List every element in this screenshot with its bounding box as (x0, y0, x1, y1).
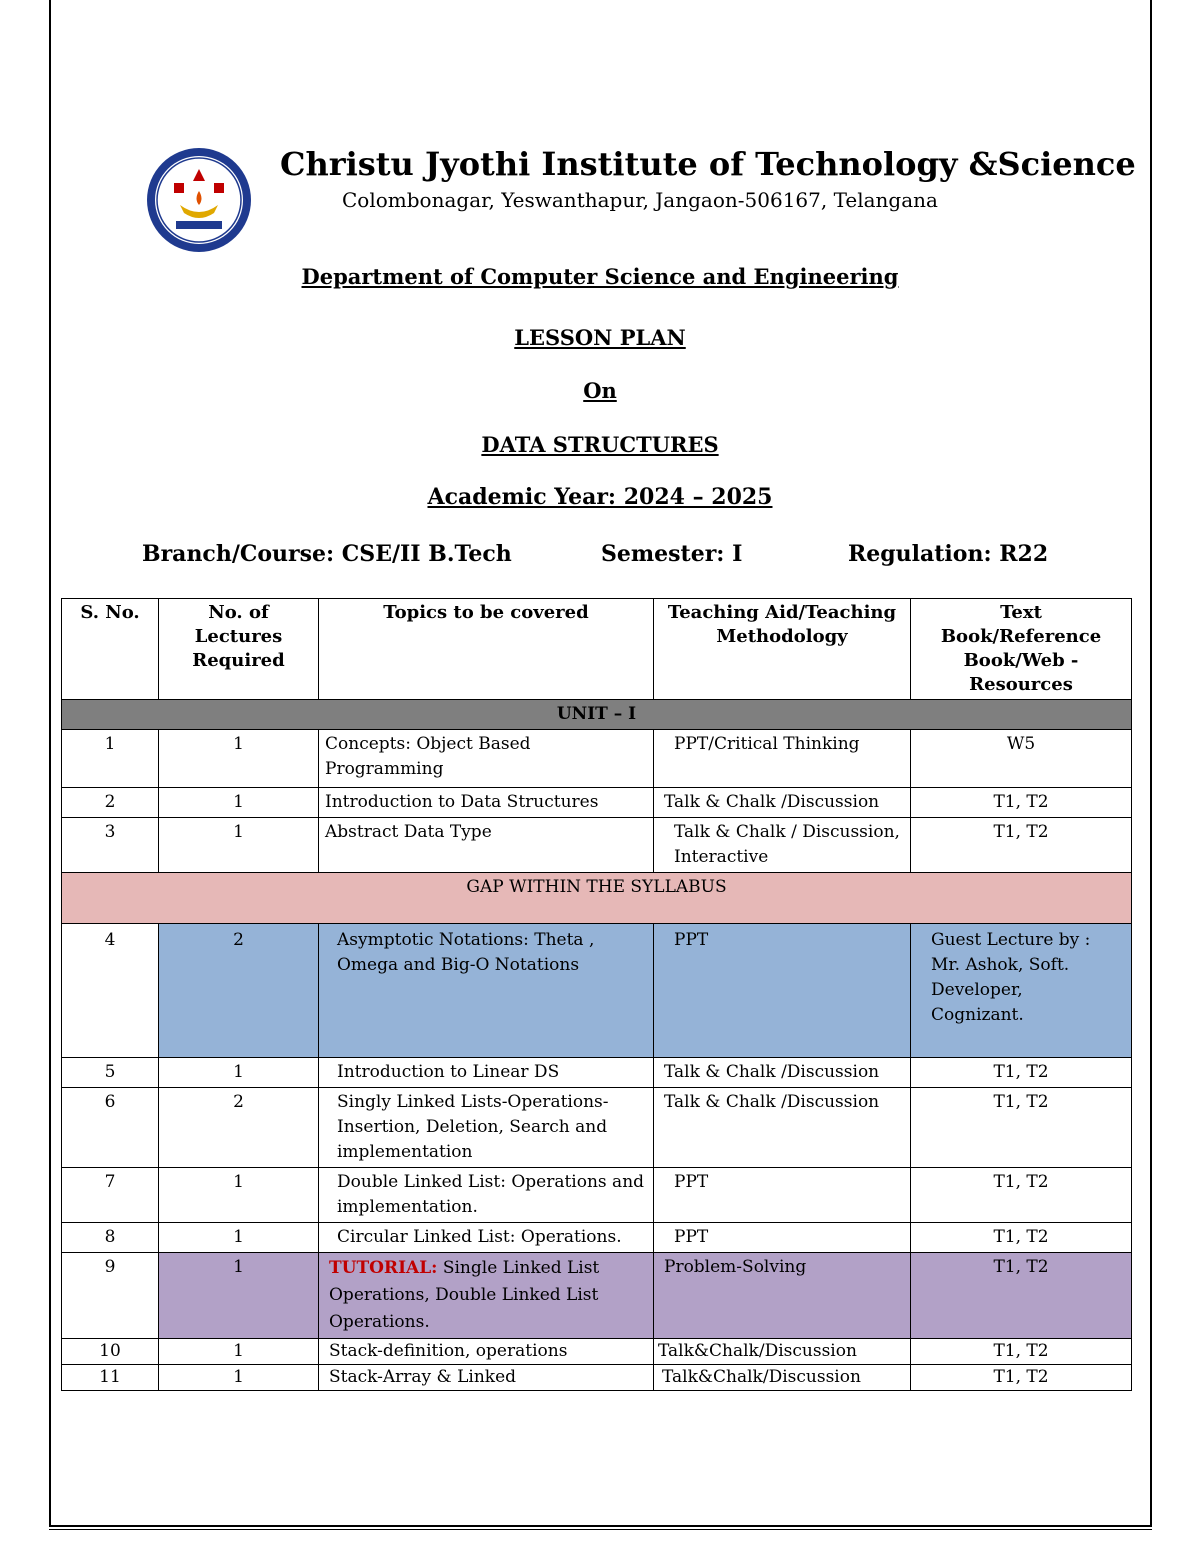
table-row-guest-lecture (62, 924, 1132, 1058)
cell-ref: T1, T2 (911, 788, 1132, 818)
gap-row (62, 873, 1132, 924)
cell-aid: Talk & Chalk / Discussion, Interactive (654, 818, 911, 873)
table-row (62, 1058, 1132, 1088)
department-title: Department of Computer Science and Engineering (301, 264, 899, 289)
cell-lectures: 1 (159, 1339, 319, 1365)
header-teaching-aid: Teaching Aid/Teaching Methodology (654, 599, 911, 700)
subject-title: DATA STRUCTURES (481, 432, 719, 457)
cell-aid: PPT (654, 924, 911, 1058)
cell-topic: Double Linked List: Operations and implementation. (319, 1168, 654, 1223)
unit-row (62, 700, 1132, 730)
cell-ref: T1, T2 (911, 1058, 1132, 1088)
cell-topic: Stack-definition, operations (319, 1339, 654, 1365)
gap-label: GAP WITHIN THE SYLLABUS (62, 873, 1132, 924)
cell-sno: 5 (62, 1058, 159, 1088)
table-header-row (62, 599, 1132, 700)
cell-topic: Singly Linked Lists-Operations-Insertion, Deletion, Search and implementation (319, 1088, 654, 1168)
cell-lectures: 2 (159, 1088, 319, 1168)
cell-topic: Stack-Array & Linked (319, 1365, 654, 1391)
lesson-plan-table (61, 598, 1132, 1391)
cell-lectures: 1 (159, 1058, 319, 1088)
tutorial-topic: Single Linked List Operations, Double Linked List Operations. (329, 1258, 600, 1332)
cell-ref: T1, T2 (911, 1339, 1132, 1365)
cell-sno: 4 (62, 924, 159, 1058)
academic-year: Academic Year: 2024 – 2025 (427, 484, 773, 510)
cell-aid: Problem-Solving (654, 1253, 911, 1339)
table-row (62, 788, 1132, 818)
cell-aid: PPT/Critical Thinking (654, 730, 911, 788)
cell-aid: PPT (654, 1223, 911, 1253)
cell-sno: 9 (62, 1253, 159, 1339)
cell-sno: 8 (62, 1223, 159, 1253)
cell-ref: T1, T2 (911, 1223, 1132, 1253)
cell-aid: Talk&Chalk/Discussion (654, 1365, 911, 1391)
cell-aid: Talk & Chalk /Discussion (654, 788, 911, 818)
cell-lectures: 2 (159, 924, 319, 1058)
unit-label: UNIT – I (62, 700, 1132, 730)
table-row (62, 1365, 1132, 1391)
cell-sno: 7 (62, 1168, 159, 1223)
table-row (62, 818, 1132, 873)
on-label: On (583, 378, 617, 403)
table-row (62, 1223, 1132, 1253)
cell-topic (319, 1253, 654, 1339)
cell-topic: Introduction to Data Structures (319, 788, 654, 818)
cell-aid: Talk & Chalk /Discussion (654, 1058, 911, 1088)
cell-sno: 1 (62, 730, 159, 788)
cell-aid: Talk & Chalk /Discussion (654, 1088, 911, 1168)
header-sno: S. No. (62, 599, 159, 700)
tutorial-label: TUTORIAL: (329, 1258, 438, 1278)
cell-sno: 6 (62, 1088, 159, 1168)
cell-topic: Asymptotic Notations: Theta , Omega and Big-O Notations (319, 924, 654, 1058)
cell-lectures: 1 (159, 730, 319, 788)
institute-logo (146, 147, 252, 253)
header-lectures: No. of Lectures Required (159, 599, 319, 700)
branch-course: Branch/Course: CSE/II B.Tech (142, 541, 512, 567)
cell-ref: Guest Lecture by : Mr. Ashok, Soft. Developer, Cognizant. (911, 924, 1132, 1058)
cell-ref: T1, T2 (911, 818, 1132, 873)
cell-ref: T1, T2 (911, 1168, 1132, 1223)
cell-sno: 10 (62, 1339, 159, 1365)
cell-sno: 11 (62, 1365, 159, 1391)
table-row-tutorial (62, 1253, 1132, 1339)
header-topics: Topics to be covered (319, 599, 654, 700)
table-row (62, 730, 1132, 788)
cell-topic: Introduction to Linear DS (319, 1058, 654, 1088)
header-text-book: Text Book/Reference Book/Web - Resources (911, 599, 1132, 700)
table-row (62, 1168, 1132, 1223)
cell-lectures: 1 (159, 1365, 319, 1391)
cell-ref: T1, T2 (911, 1253, 1132, 1339)
table-row (62, 1339, 1132, 1365)
cell-lectures: 1 (159, 818, 319, 873)
institute-address: Colombonagar, Yeswanthapur, Jangaon-506167, Telangana (342, 188, 938, 212)
cell-ref: T1, T2 (911, 1365, 1132, 1391)
cell-lectures: 1 (159, 1253, 319, 1339)
cell-ref: W5 (911, 730, 1132, 788)
lesson-plan-title: LESSON PLAN (514, 325, 686, 350)
cell-topic: Concepts: Object Based Programming (319, 730, 654, 788)
regulation: Regulation: R22 (848, 541, 1049, 567)
cell-sno: 2 (62, 788, 159, 818)
cell-topic: Circular Linked List: Operations. (319, 1223, 654, 1253)
table-row (62, 1088, 1132, 1168)
cell-ref: T1, T2 (911, 1088, 1132, 1168)
cell-sno: 3 (62, 818, 159, 873)
cell-aid: Talk&Chalk/Discussion (654, 1339, 911, 1365)
cell-topic: Abstract Data Type (319, 818, 654, 873)
cell-lectures: 1 (159, 788, 319, 818)
cell-lectures: 1 (159, 1223, 319, 1253)
institute-name: Christu Jyothi Institute of Technology &Science (280, 145, 1136, 183)
cell-lectures: 1 (159, 1168, 319, 1223)
cell-aid: PPT (654, 1168, 911, 1223)
semester: Semester: I (601, 541, 743, 567)
